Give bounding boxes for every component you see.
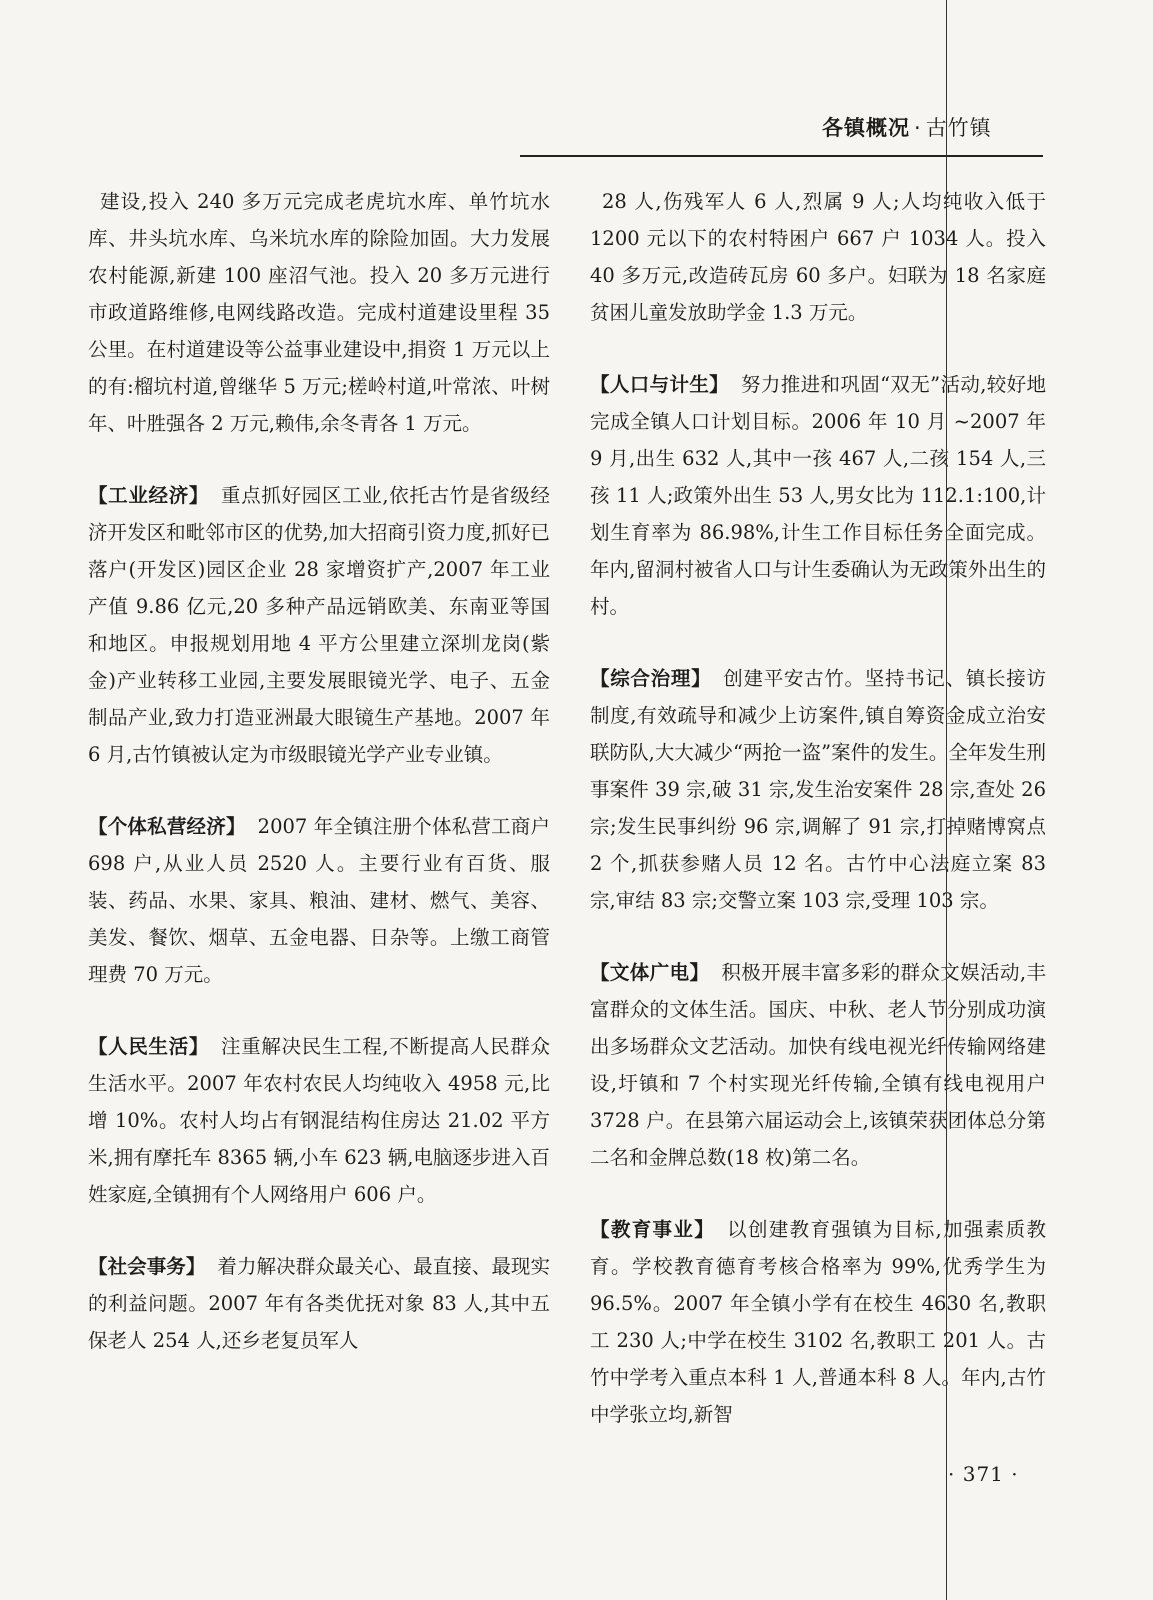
paragraph: [88, 477, 550, 773]
paragraph: [590, 183, 1046, 331]
header-town: 古竹镇: [925, 116, 992, 140]
section-title: 【人民生活】: [88, 1035, 210, 1058]
paragraph: [590, 954, 1046, 1176]
paragraph-body: 努力推进和巩固“双无”活动,较好地完成全镇人口计划目标。2006 年 10 月 ~2007 年 9 月,出生 632 人,其中一孩 467 人,二孩 154 人,三孩 11 人;政策外出生 53 人,男女比为 112.1:100,计划生育率为 86.98%,计生工作目标任务全面完成。年内,留洞村被省人口与计生委确认为无政策外出生的村。: [590, 373, 1046, 618]
left-column: [88, 183, 550, 1359]
paragraph-body: 2007 年全镇注册个体私营工商户 698 户,从业人员 2520 人。主要行业有百货、服装、药品、水果、家具、粮油、建材、燃气、美容、美发、餐饮、烟草、五金电器、日杂等。上缴工商管理费 70 万元。: [88, 815, 550, 986]
paragraph-body: 积极开展丰富多彩的群众文娱活动,丰富群众的文体生活。国庆、中秋、老人节分别成功演出多场群众文艺活动。加快有线电视光纤传输网络建设,圩镇和 7 个村实现光纤传输,全镇有线电视用户 3728 户。在县第六届运动会上,该镇荣获团体总分第二名和金牌总数(18 枚)第二名。: [590, 961, 1046, 1169]
section-title: 【社会事务】: [88, 1255, 206, 1278]
scan-fold-line: [946, 0, 947, 1600]
paragraph-body: 重点抓好园区工业,依托古竹是省级经济开发区和毗邻市区的优势,加大招商引资力度,抓好已落户(开发区)园区企业 28 家增资扩产,2007 年工业产值 9.86 亿元,20 多种产品远销欧美、东南亚等国和地区。申报规划用地 4 平方公里建立深圳龙岗(紫金)产业转移工业园,主要发展眼镜光学、电子、五金制品产业,致力打造亚洲最大眼镜生产基地。2007 年 6 月,古竹镇被认定为市级眼镜光学产业专业镇。: [88, 484, 550, 766]
right-column: [590, 183, 1046, 1433]
paragraph: [590, 366, 1046, 625]
paragraph-body: 着力解决群众最关心、最直接、最现实的利益问题。2007 年有各类优抚对象 83 人,其中五保老人 254 人,还乡老复员军人: [88, 1255, 550, 1352]
paragraph-body: 创建平安古竹。坚持书记、镇长接访制度,有效疏导和减少上访案件,镇自筹资金成立治安联防队,大大减少“两抢一盗”案件的发生。全年发生刑事案件 39 宗,破 31 宗,发生治安案件 28 宗,查处 26 宗;发生民事纠纷 96 宗,调解了 91 宗,打掉赌博窝点 2 个,抓获参赌人员 12 名。古竹中心法庭立案 83 宗,审结 83 宗;交警立案 103 宗,受理 103 宗。: [590, 667, 1046, 912]
section-title: 【人口与计生】: [590, 373, 730, 396]
paragraph: [88, 1028, 550, 1213]
paragraph: [590, 1211, 1046, 1433]
section-title: 【教育事业】: [590, 1218, 716, 1241]
paragraph-body: 以创建教育强镇为目标,加强素质教育。学校教育德育考核合格率为 99%,优秀学生为 96.5%。2007 年全镇小学有在校生 4630 名,教职工 230 人;中学在校生 3102 名,教职工 201 人。古竹中学考入重点本科 1 人,普通本科 8 人。年内,古竹中学张立均,新智: [590, 1218, 1046, 1426]
header-rule: [520, 155, 1043, 157]
section-title: 【文体广电】: [590, 961, 710, 984]
paragraph: [88, 1248, 550, 1359]
section-title: 【个体私营经济】: [88, 815, 246, 838]
paragraph: [590, 660, 1046, 919]
header-separator: ·: [914, 116, 922, 140]
paragraph-body: 建设,投入 240 多万元完成老虎坑水库、单竹坑水库、井头坑水库、乌米坑水库的除险加固。大力发展农村能源,新建 100 座沼气池。投入 20 多万元进行市政道路维修,电网线路改造。完成村道建设里程 35 公里。在村道建设等公益事业建设中,捐资 1 万元以上的有:榴坑村道,曾继华 5 万元;槎岭村道,叶常浓、叶树年、叶胜强各 2 万元,赖伟,余冬青各 1 万元。: [88, 190, 550, 435]
section-title: 【综合治理】: [590, 667, 712, 690]
paragraph-body: 28 人,伤残军人 6 人,烈属 9 人;人均纯收入低于 1200 元以下的农村特困户 667 户 1034 人。投入 40 多万元,改造砖瓦房 60 多户。妇联为 18 名家庭贫困儿童发放助学金 1.3 万元。: [590, 190, 1046, 324]
paragraph-body: 注重解决民生工程,不断提高人民群众生活水平。2007 年农村农民人均纯收入 4958 元,比增 10%。农村人均占有钢混结构住房达 21.02 平方米,拥有摩托车 8365 辆,小车 623 辆,电脑逐步进入百姓家庭,全镇拥有个人网络用户 606 户。: [88, 1035, 550, 1206]
paragraph: [88, 808, 550, 993]
running-header: [822, 112, 992, 142]
paragraph: [88, 183, 550, 442]
section-title: 【工业经济】: [88, 484, 210, 507]
page-number: · 371 ·: [948, 1462, 1019, 1486]
header-section: 各镇概况: [822, 116, 910, 140]
